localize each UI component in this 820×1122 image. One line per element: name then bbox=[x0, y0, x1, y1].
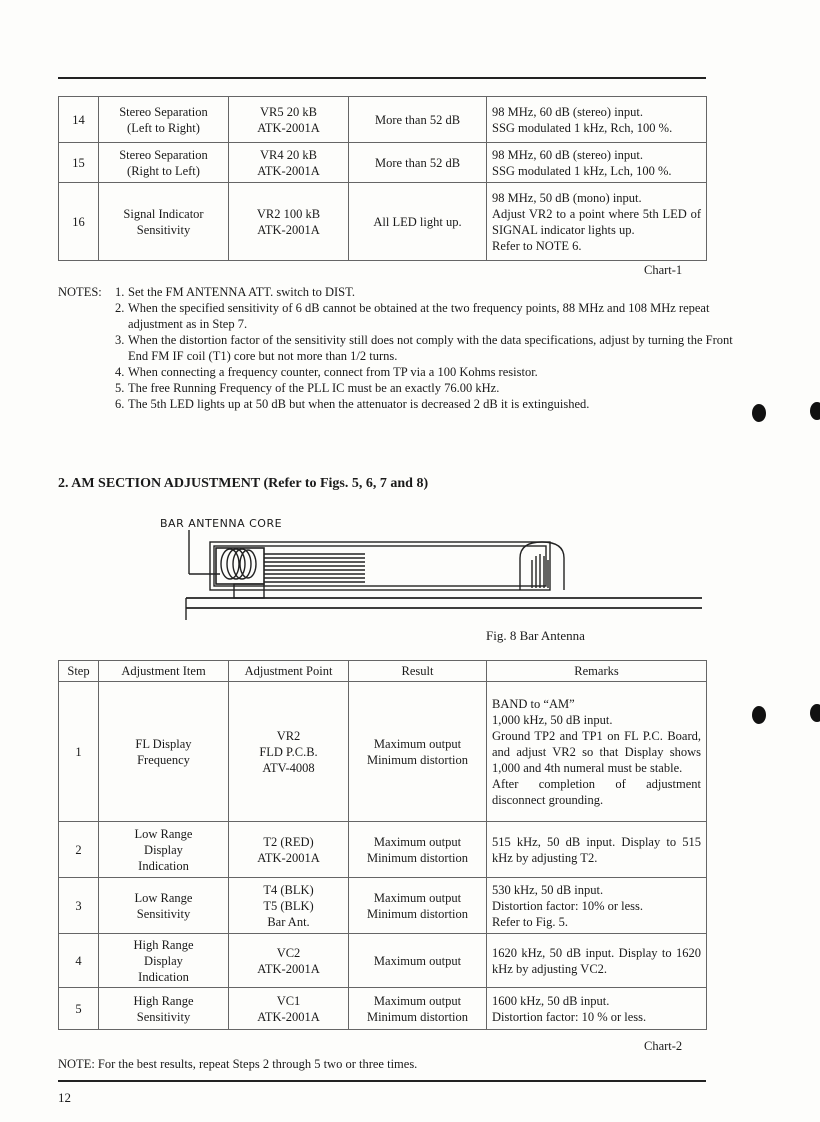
cell-adjustment-item: Stereo Separation (Right to Left) bbox=[99, 143, 229, 183]
note-item bbox=[115, 396, 745, 412]
notes-list bbox=[115, 284, 745, 412]
cell-adjustment-item: FL Display Frequency bbox=[99, 682, 229, 822]
note-number: 5. bbox=[115, 381, 125, 395]
note-text: The 5th LED lights up at 50 dB but when the attenuator is decreased 2 dB it is extinguished. bbox=[128, 397, 590, 411]
binder-hole-mark bbox=[810, 704, 820, 722]
cell-remarks: 1620 kHz, 50 dB input. Display to 1620 kHz by adjusting VC2. bbox=[487, 934, 707, 988]
cell-adjustment-item: Stereo Separation (Left to Right) bbox=[99, 97, 229, 143]
note-item bbox=[115, 364, 745, 380]
bar-antenna-drawing bbox=[186, 530, 702, 620]
cell-remarks: 530 kHz, 50 dB input. Distortion factor: 10% or less. Refer to Fig. 5. bbox=[487, 878, 707, 934]
cell-result: Maximum output Minimum distortion bbox=[349, 988, 487, 1030]
figure-label: BAR ANTENNA CORE bbox=[160, 517, 283, 530]
cell-remarks: BAND to “AM” 1,000 kHz, 50 dB input. Ground TP2 and TP1 on FL P.C. Board, and adjust VR2 so that Display shows 1,000 and 4th numeral must be stable. After completion of adjustment disconnect grounding. bbox=[487, 682, 707, 822]
cell-adjustment-point: VR4 20 kB ATK-2001A bbox=[229, 143, 349, 183]
cell-adjustment-item: High Range Display Indication bbox=[99, 934, 229, 988]
cell-adjustment-point: VR2 FLD P.C.B. ATV-4008 bbox=[229, 682, 349, 822]
table-row bbox=[59, 878, 707, 934]
note-text: When the specified sensitivity of 6 dB cannot be obtained at the two frequency points, 88 MHz and 108 MHz repeat adjustment as in Step 7. bbox=[128, 301, 710, 331]
note-text: When the distortion factor of the sensitivity still does not comply with the data specifications, adjust by turning the Front End FM IF coil (T1) core but not more than 1/2 turns. bbox=[128, 333, 733, 363]
cell-result: All LED light up. bbox=[349, 183, 487, 261]
cell-step: 1 bbox=[59, 682, 99, 822]
chart-2-table bbox=[58, 660, 707, 1030]
note-item bbox=[115, 332, 745, 364]
note-item bbox=[115, 284, 745, 300]
cell-adjustment-item: Signal Indicator Sensitivity bbox=[99, 183, 229, 261]
note-number: 6. bbox=[115, 397, 125, 411]
section-title: 2. AM SECTION ADJUSTMENT (Refer to Figs. 5, 6, 7 and 8) bbox=[58, 476, 429, 491]
cell-adjustment-item: Low Range Display Indication bbox=[99, 822, 229, 878]
cell-remarks: 98 MHz, 60 dB (stereo) input. SSG modulated 1 kHz, Lch, 100 %. bbox=[487, 143, 707, 183]
chart-1-table bbox=[58, 96, 707, 261]
cell-result: Maximum output Minimum distortion bbox=[349, 822, 487, 878]
header-adjustment-point: Adjustment Point bbox=[229, 661, 349, 682]
table-row bbox=[59, 143, 707, 183]
binder-hole-mark bbox=[752, 404, 766, 422]
header-adjustment-item: Adjustment Item bbox=[99, 661, 229, 682]
cell-adjustment-point: VR5 20 kB ATK-2001A bbox=[229, 97, 349, 143]
cell-result: Maximum output bbox=[349, 934, 487, 988]
bottom-note: NOTE: For the best results, repeat Steps 2 through 5 two or three times. bbox=[58, 1057, 418, 1071]
cell-adjustment-item: High Range Sensitivity bbox=[99, 988, 229, 1030]
cell-result: Maximum output Minimum distortion bbox=[349, 682, 487, 822]
table-row bbox=[59, 822, 707, 878]
cell-step: 3 bbox=[59, 878, 99, 934]
table-row bbox=[59, 682, 707, 822]
figure-caption: Fig. 8 Bar Antenna bbox=[486, 628, 585, 643]
cell-remarks: 98 MHz, 60 dB (stereo) input. SSG modulated 1 kHz, Rch, 100 %. bbox=[487, 97, 707, 143]
notes-lead: NOTES: bbox=[58, 285, 102, 299]
cell-adjustment-point: T4 (BLK) T5 (BLK) Bar Ant. bbox=[229, 878, 349, 934]
bar-antenna-figure bbox=[170, 528, 710, 628]
note-text: The free Running Frequency of the PLL IC must be an exactly 76.00 kHz. bbox=[128, 381, 500, 395]
binder-hole-mark bbox=[810, 402, 820, 420]
top-rule bbox=[58, 77, 706, 79]
cell-adjustment-point: T2 (RED) ATK-2001A bbox=[229, 822, 349, 878]
chart-2-label: Chart-2 bbox=[644, 1039, 683, 1053]
note-text: Set the FM ANTENNA ATT. switch to DIST. bbox=[128, 285, 355, 299]
cell-step: 15 bbox=[59, 143, 99, 183]
cell-adjustment-item: Low Range Sensitivity bbox=[99, 878, 229, 934]
cell-adjustment-point: VR2 100 kB ATK-2001A bbox=[229, 183, 349, 261]
note-number: 1. bbox=[115, 285, 125, 299]
cell-result: Maximum output Minimum distortion bbox=[349, 878, 487, 934]
page-number: 12 bbox=[58, 1090, 71, 1105]
cell-remarks: 515 kHz, 50 dB input. Display to 515 kHz by adjusting T2. bbox=[487, 822, 707, 878]
note-number: 3. bbox=[115, 333, 125, 347]
note-number: 4. bbox=[115, 365, 125, 379]
cell-remarks: 1600 kHz, 50 dB input. Distortion factor: 10 % or less. bbox=[487, 988, 707, 1030]
header-remarks: Remarks bbox=[487, 661, 707, 682]
bottom-rule bbox=[58, 1080, 706, 1082]
chart-2-header-row bbox=[59, 661, 707, 682]
cell-result: More than 52 dB bbox=[349, 97, 487, 143]
note-item bbox=[115, 380, 745, 396]
cell-step: 4 bbox=[59, 934, 99, 988]
note-number: 2. bbox=[115, 301, 125, 315]
header-result: Result bbox=[349, 661, 487, 682]
table-row bbox=[59, 183, 707, 261]
cell-step: 16 bbox=[59, 183, 99, 261]
cell-step: 14 bbox=[59, 97, 99, 143]
cell-step: 5 bbox=[59, 988, 99, 1030]
binder-hole-mark bbox=[752, 706, 766, 724]
cell-remarks: 98 MHz, 50 dB (mono) input. Adjust VR2 to a point where 5th LED of SIGNAL indicator lights up. Refer to NOTE 6. bbox=[487, 183, 707, 261]
cell-result: More than 52 dB bbox=[349, 143, 487, 183]
header-step: Step bbox=[59, 661, 99, 682]
table-row bbox=[59, 934, 707, 988]
table-row bbox=[59, 988, 707, 1030]
note-text: When connecting a frequency counter, connect from TP via a 100 Kohms resistor. bbox=[128, 365, 538, 379]
cell-step: 2 bbox=[59, 822, 99, 878]
cell-adjustment-point: VC2 ATK-2001A bbox=[229, 934, 349, 988]
table-row bbox=[59, 97, 707, 143]
cell-adjustment-point: VC1 ATK-2001A bbox=[229, 988, 349, 1030]
chart-1-label: Chart-1 bbox=[644, 263, 683, 277]
note-item bbox=[115, 300, 745, 332]
